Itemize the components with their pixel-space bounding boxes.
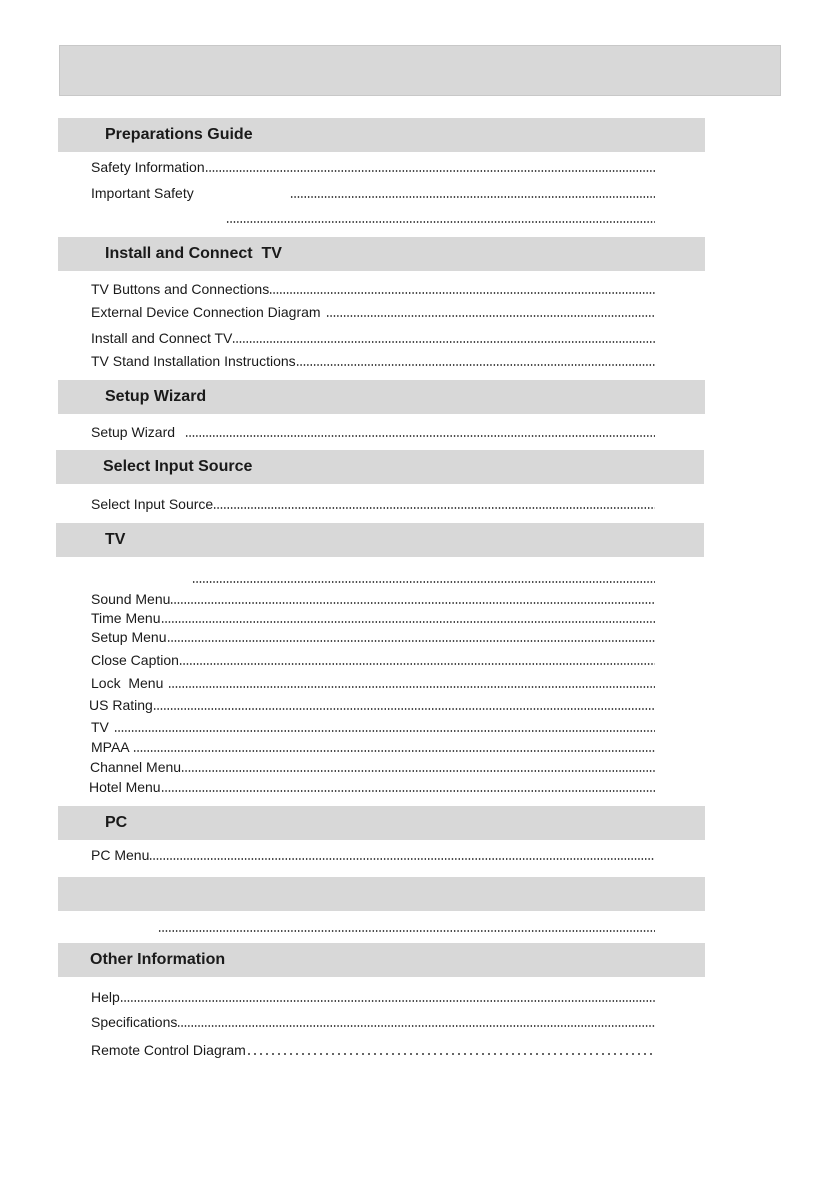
dot-leader	[168, 686, 655, 688]
dot-leader	[120, 1000, 655, 1002]
dot-leader	[246, 1053, 655, 1055]
toc-entry-hotel-menu[interactable]: Hotel Menu	[89, 777, 655, 797]
toc-entry-us-rating[interactable]: US Rating	[89, 695, 655, 715]
top-banner	[59, 45, 781, 96]
section-title: Other Information	[90, 951, 226, 968]
dot-leader	[296, 364, 655, 366]
section-header-pc	[58, 806, 705, 840]
section-header-install-and-connect-tv	[58, 237, 705, 271]
section-header-preparations-guide	[58, 118, 705, 152]
dot-leader	[185, 435, 655, 437]
toc-entry-setup-wizard[interactable]: Setup Wizard	[91, 422, 655, 442]
toc-entry-select-input-source[interactable]: Select Input Source	[91, 494, 655, 514]
section-header-untitled	[58, 877, 705, 911]
dot-leader	[181, 770, 655, 772]
dot-leader	[149, 858, 655, 860]
dot-leader	[192, 581, 655, 583]
dot-leader	[153, 708, 655, 710]
dot-leader	[158, 930, 655, 932]
toc-entry-tv-stand-installation-instructions[interactable]: TV Stand Installation Instructions	[91, 351, 655, 371]
section-title: Preparations Guide	[105, 126, 253, 143]
toc-entry-close-caption[interactable]: Close Caption	[91, 650, 655, 670]
toc-entry-help[interactable]: Help	[91, 987, 655, 1007]
dot-leader	[232, 341, 655, 343]
dot-leader	[114, 730, 655, 732]
toc-entry-tv-buttons-and-connections[interactable]: TV Buttons and Connections	[91, 279, 655, 299]
dot-leader	[170, 602, 655, 604]
section-header-tv	[56, 523, 704, 557]
dot-leader	[133, 750, 655, 752]
toc-entry-channel-menu[interactable]: Channel Menu	[90, 757, 655, 777]
section-title: TV	[105, 531, 126, 548]
toc-entry-tv[interactable]: TV	[91, 717, 655, 737]
dot-leader	[179, 663, 655, 665]
dot-leader	[290, 196, 655, 198]
dot-leader	[161, 621, 655, 623]
toc-entry-remote-control-diagram[interactable]: Remote Control Diagram	[91, 1040, 655, 1060]
dot-leader	[226, 221, 655, 223]
dot-leader	[177, 1025, 655, 1027]
section-title: Setup Wizard	[105, 388, 207, 405]
dot-leader	[269, 292, 655, 294]
toc-entry-unlabeled[interactable]	[91, 568, 655, 588]
section-title: PC	[105, 814, 128, 831]
dot-leader	[167, 640, 656, 642]
toc-entry-pc-menu[interactable]: PC Menu	[91, 845, 655, 865]
section-title: Install and Connect TV	[105, 245, 282, 262]
dot-leader	[213, 507, 655, 509]
toc-entry-install-and-connect-tv[interactable]: Install and Connect TV	[91, 328, 655, 348]
section-title: Select Input Source	[103, 458, 253, 475]
toc-entry-setup-menu[interactable]: Setup Menu	[91, 627, 655, 647]
dot-leader	[326, 315, 655, 317]
toc-entry-unlabeled[interactable]	[91, 917, 655, 937]
toc-entry-unlabeled[interactable]	[91, 208, 655, 228]
toc-entry-sound-menu[interactable]: Sound Menu	[91, 589, 655, 609]
dot-leader	[205, 170, 655, 172]
toc-entry-time-menu[interactable]: Time Menu	[91, 608, 655, 628]
section-header-setup-wizard	[58, 380, 705, 414]
dot-leader	[161, 790, 655, 792]
toc-entry-safety-information[interactable]: Safety Information	[91, 157, 655, 177]
section-header-other-information	[58, 943, 705, 977]
toc-entry-important-safety[interactable]: Important Safety	[91, 183, 655, 203]
section-header-select-input-source	[56, 450, 704, 484]
toc-entry-specifications[interactable]: Specifications	[91, 1012, 655, 1032]
toc-entry-lock-menu[interactable]: Lock Menu	[91, 673, 655, 693]
toc-entry-mpaa[interactable]: MPAA	[91, 737, 655, 757]
toc-entry-external-device-connection-diagram[interactable]: External Device Connection Diagram	[91, 302, 655, 322]
